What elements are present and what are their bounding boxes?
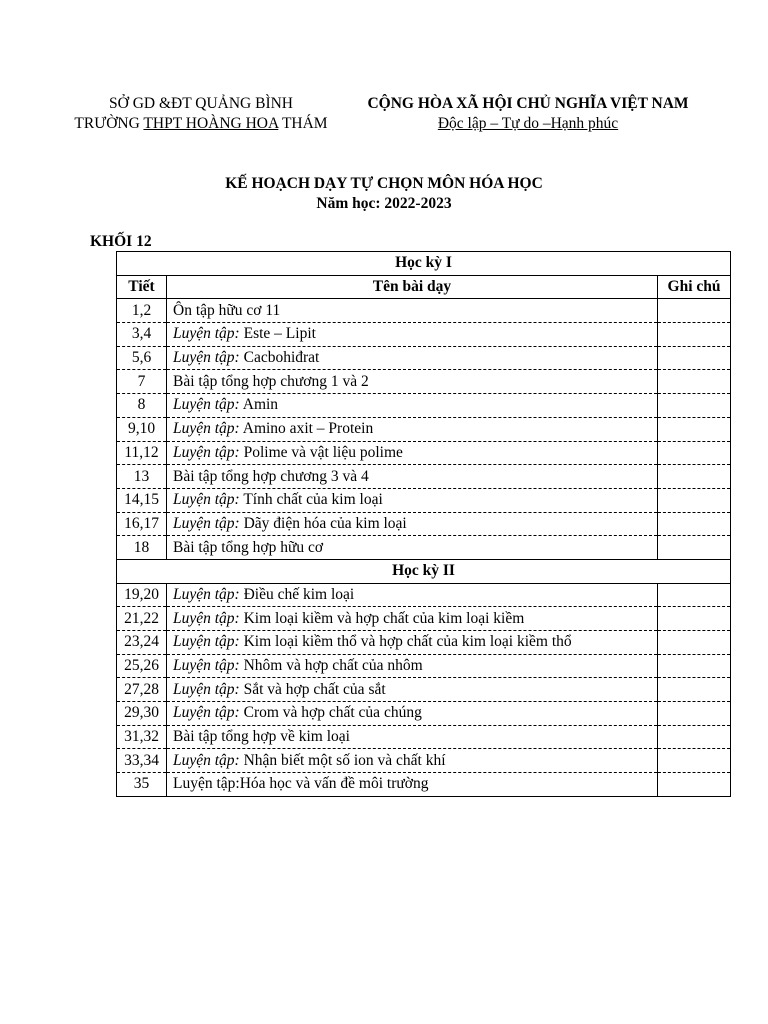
lesson-name: Luyện tập:Hóa học và vấn đề môi trường xyxy=(173,775,429,793)
period-cell: 23,24 xyxy=(117,631,167,655)
semester-1-label: Học kỳ I xyxy=(117,252,731,276)
national-title: CỘNG HÒA XÃ HỘI CHỦ NGHĨA VIỆT NAM xyxy=(367,95,689,112)
lesson-prefix: Luyện tập: xyxy=(173,680,240,698)
notes-cell xyxy=(658,441,731,465)
lesson-name: Tính chất của kim loại xyxy=(239,491,383,509)
period-cell: 21,22 xyxy=(117,607,167,631)
lesson-name: Sắt và hợp chất của sắt xyxy=(239,680,386,698)
lesson-prefix: Luyện tập: xyxy=(173,349,240,367)
lesson-name: Bài tập tổng hợp chương 1 và 2 xyxy=(173,372,369,390)
table-row xyxy=(117,773,731,797)
lesson-prefix: Luyện tập: xyxy=(173,396,240,414)
table-row xyxy=(117,607,731,631)
table-row xyxy=(117,583,731,607)
notes-cell xyxy=(658,323,731,347)
lesson-name-cell xyxy=(167,465,658,489)
table-row xyxy=(117,702,731,726)
lesson-name-cell xyxy=(167,749,658,773)
lesson-prefix: Luyện tập: xyxy=(173,514,240,532)
period-cell: 3,4 xyxy=(117,323,167,347)
lesson-name-cell xyxy=(167,394,658,418)
lesson-prefix: Luyện tập: xyxy=(173,420,240,438)
table-row xyxy=(117,346,731,370)
notes-cell xyxy=(658,465,731,489)
semester-2-header-row xyxy=(117,559,731,583)
table-row xyxy=(117,749,731,773)
notes-cell xyxy=(658,370,731,394)
lesson-name-cell xyxy=(167,536,658,560)
column-header-notes: Ghi chú xyxy=(658,275,731,299)
school-prefix: TRƯỜNG xyxy=(74,115,144,132)
notes-cell xyxy=(658,749,731,773)
lesson-name: Crom và hợp chất của chúng xyxy=(239,704,422,722)
lesson-name: Kim loại kiềm thổ và hợp chất của kim loại kiềm thổ xyxy=(239,633,572,651)
notes-cell xyxy=(658,583,731,607)
lesson-prefix: Luyện tập: xyxy=(173,657,240,675)
table-row xyxy=(117,394,731,418)
lesson-name: Amin xyxy=(239,396,279,414)
notes-cell xyxy=(658,536,731,560)
school-suffix: THÁM xyxy=(278,115,328,132)
table-row xyxy=(117,536,731,560)
period-cell: 8 xyxy=(117,394,167,418)
table-row xyxy=(117,299,731,323)
notes-cell xyxy=(658,654,731,678)
period-cell: 13 xyxy=(117,465,167,489)
lesson-name-cell xyxy=(167,441,658,465)
table-row xyxy=(117,417,731,441)
table-row xyxy=(117,654,731,678)
period-cell: 18 xyxy=(117,536,167,560)
national-motto: Độc lập – Tự do –Hạnh phúc xyxy=(437,115,619,132)
period-cell: 19,20 xyxy=(117,583,167,607)
column-header-lesson: Tên bài dạy xyxy=(167,275,658,299)
department-name: SỞ GD &ĐT QUẢNG BÌNH xyxy=(109,95,293,112)
period-cell: 16,17 xyxy=(117,512,167,536)
lesson-name: Este – Lipit xyxy=(239,325,316,343)
period-cell: 29,30 xyxy=(117,702,167,726)
lesson-name-cell xyxy=(167,631,658,655)
lesson-name: Bài tập tổng hợp hữu cơ xyxy=(173,538,324,556)
lesson-name-cell xyxy=(167,512,658,536)
lesson-name-cell xyxy=(167,370,658,394)
document-title: KẾ HOẠCH DẠY TỰ CHỌN MÔN HÓA HỌC xyxy=(225,175,543,192)
school-name xyxy=(56,114,346,134)
table-row xyxy=(117,512,731,536)
notes-cell xyxy=(658,607,731,631)
lesson-name-cell xyxy=(167,488,658,512)
lesson-name: Nhận biết một số ion và chất khí xyxy=(239,751,446,769)
column-header-row xyxy=(117,275,731,299)
period-cell: 14,15 xyxy=(117,488,167,512)
lesson-prefix: Luyện tập: xyxy=(173,609,240,627)
lesson-prefix: Luyện tập: xyxy=(173,751,240,769)
table-row xyxy=(117,465,731,489)
school-name-underlined: THPT HOÀNG HOA xyxy=(143,115,279,132)
notes-cell xyxy=(658,417,731,441)
notes-cell xyxy=(658,678,731,702)
lesson-name: Dãy điện hóa của kim loại xyxy=(239,514,407,532)
lesson-prefix: Luyện tập: xyxy=(173,443,240,461)
period-cell: 33,34 xyxy=(117,749,167,773)
lesson-prefix: Luyện tập: xyxy=(173,704,240,722)
lesson-prefix: Luyện tập: xyxy=(173,633,240,651)
period-cell: 31,32 xyxy=(117,725,167,749)
period-cell: 25,26 xyxy=(117,654,167,678)
grade-label: KHỐI 12 xyxy=(90,233,152,250)
period-cell: 35 xyxy=(117,773,167,797)
lesson-name: Nhôm và hợp chất của nhôm xyxy=(239,657,423,675)
lesson-plan-table xyxy=(116,251,731,797)
notes-cell xyxy=(658,299,731,323)
table-row xyxy=(117,631,731,655)
notes-cell xyxy=(658,773,731,797)
table-row xyxy=(117,488,731,512)
national-header xyxy=(346,94,710,134)
lesson-name-cell xyxy=(167,773,658,797)
lesson-name-cell xyxy=(167,678,658,702)
column-header-period: Tiết xyxy=(117,275,167,299)
lesson-name-cell xyxy=(167,702,658,726)
notes-cell xyxy=(658,631,731,655)
lesson-name-cell xyxy=(167,583,658,607)
lesson-name: Polime và vật liệu polime xyxy=(239,443,403,461)
lesson-prefix: Luyện tập: xyxy=(173,585,240,603)
lesson-name-cell xyxy=(167,417,658,441)
notes-cell xyxy=(658,346,731,370)
lesson-prefix: Luyện tập: xyxy=(173,325,240,343)
lesson-name-cell xyxy=(167,607,658,631)
table-row xyxy=(117,678,731,702)
notes-cell xyxy=(658,702,731,726)
table-row xyxy=(117,370,731,394)
lesson-name-cell xyxy=(167,346,658,370)
school-year: Năm học: 2022-2023 xyxy=(316,195,452,212)
semester-1-header-row xyxy=(117,252,731,276)
lesson-name-cell xyxy=(167,654,658,678)
notes-cell xyxy=(658,725,731,749)
lesson-name: Điều chế kim loại xyxy=(239,585,355,603)
period-cell: 11,12 xyxy=(117,441,167,465)
table-body xyxy=(117,252,731,797)
lesson-name: Kim loại kiềm và hợp chất của kim loại kiềm xyxy=(239,609,525,627)
lesson-name: Bài tập tổng hợp về kim loại xyxy=(173,728,350,746)
lesson-name: Bài tập tổng hợp chương 3 và 4 xyxy=(173,467,369,485)
notes-cell xyxy=(658,394,731,418)
notes-cell xyxy=(658,512,731,536)
period-cell: 9,10 xyxy=(117,417,167,441)
table-row xyxy=(117,725,731,749)
period-cell: 27,28 xyxy=(117,678,167,702)
lesson-name-cell xyxy=(167,299,658,323)
lesson-name-cell xyxy=(167,725,658,749)
period-cell: 7 xyxy=(117,370,167,394)
period-cell: 1,2 xyxy=(117,299,167,323)
table-row xyxy=(117,323,731,347)
lesson-prefix: Luyện tập: xyxy=(173,491,240,509)
table-row xyxy=(117,441,731,465)
lesson-name: Ôn tập hữu cơ 11 xyxy=(173,301,281,319)
lesson-name: Cacbohiđrat xyxy=(239,349,320,367)
lesson-name: Amino axit – Protein xyxy=(239,420,374,438)
lesson-name-cell xyxy=(167,323,658,347)
period-cell: 5,6 xyxy=(117,346,167,370)
notes-cell xyxy=(658,488,731,512)
semester-2-label: Học kỳ II xyxy=(117,559,731,583)
school-header xyxy=(56,94,346,134)
